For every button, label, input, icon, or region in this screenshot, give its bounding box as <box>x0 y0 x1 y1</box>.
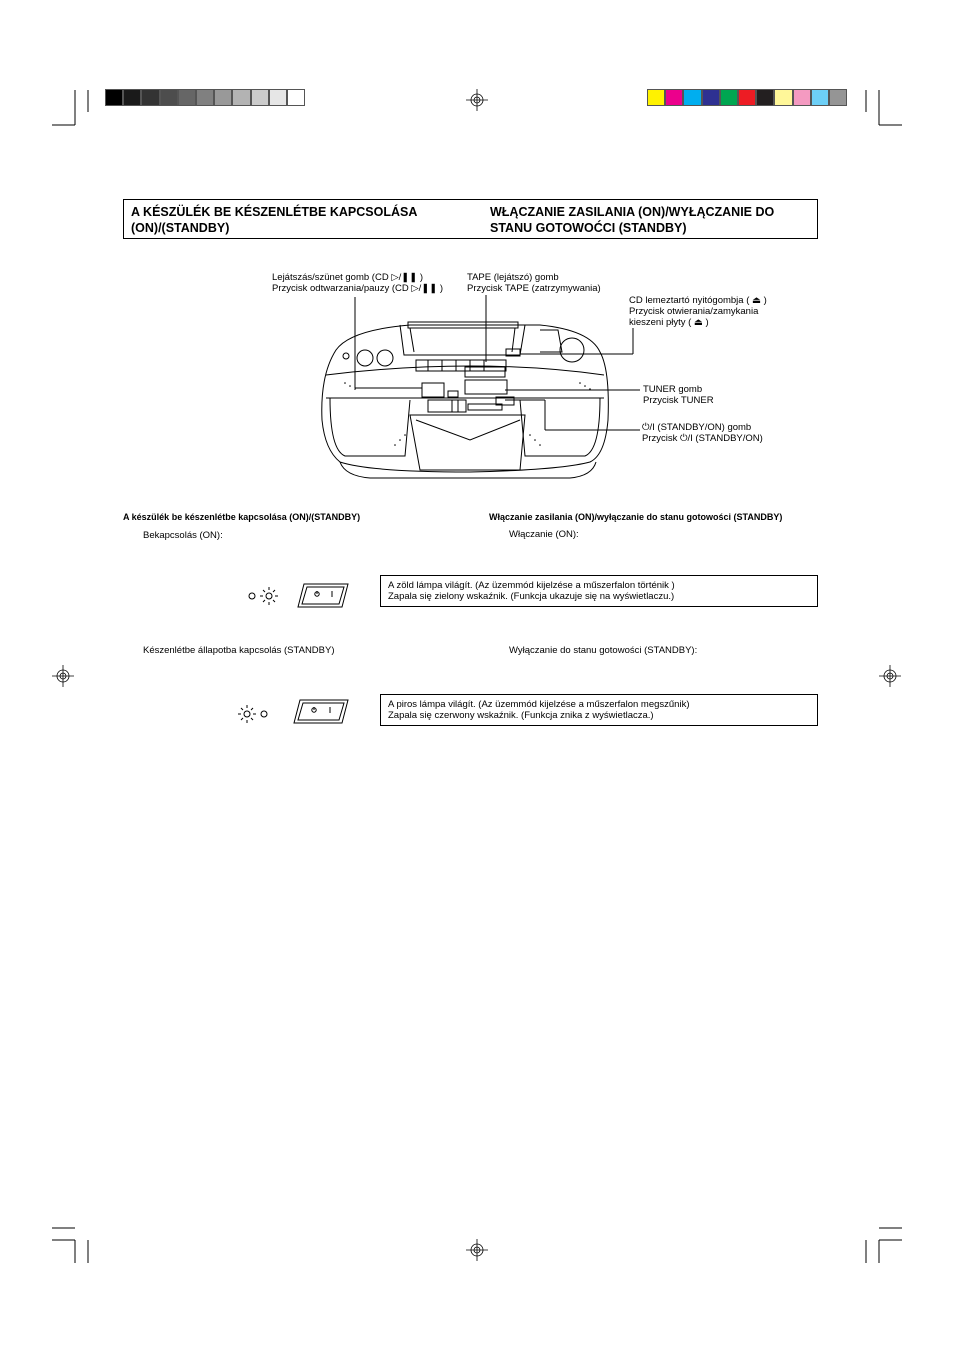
callout-play-hu: Lejátszás/szünet gomb (CD ▷/❚❚ ) <box>272 272 423 283</box>
standby-note-pl: Zapala się czerwony wskaźnik. (Funkcja znika z wyświetlacza.) <box>388 710 654 721</box>
left-standby-label: Készenlétbe állapotba kapcsolás (STANDBY) <box>143 645 335 656</box>
standby-button-icon <box>294 700 348 723</box>
on-note-hu: A zöld lámpa világít. (Az üzemmód kijelzése a műszerfalon történik ) <box>388 580 675 591</box>
speaker-dots <box>344 382 591 446</box>
title-hu-line1: A KÉSZÜLÉK BE KÉSZENLÉTBE KAPCSOLÁSA <box>131 205 418 219</box>
callout-tuner-hu: TUNER gomb <box>643 384 703 395</box>
callout-standby <box>642 422 763 444</box>
right-section-heading: Włączanie zasilania (ON)/wyłączanie do stanu gotowości (STANDBY) <box>489 512 783 522</box>
boombox-illustration <box>322 322 609 478</box>
registration-target-bottom <box>466 1239 488 1261</box>
title-hu-line2: (ON)/(STANDBY) <box>131 221 230 235</box>
red-lamp-off-icon <box>249 593 255 599</box>
callout-play-pause <box>272 272 443 294</box>
callout-cd-pl2: kieszeni płyty ( ⏏ ) <box>629 317 709 328</box>
callout-tuner <box>643 384 714 406</box>
standby-note-box <box>380 694 818 726</box>
standby-note-hu: A piros lámpa világít. (Az üzemmód kijelzése a műszerfalon megszűnik) <box>388 699 690 710</box>
red-lamp-lit-icon <box>238 705 256 723</box>
right-on-label: Włączanie (ON): <box>509 529 579 540</box>
callout-play-pl: Przycisk odtwarzania/pauzy (CD ▷/❚❚ ) <box>272 283 444 294</box>
green-lamp-lit-icon <box>260 587 278 605</box>
left-section-heading: A készülék be készenlétbe kapcsolása (ON)/(STANDBY) <box>123 512 361 522</box>
title-pl-line2: STANU GOTOWOĆCI (STANDBY) <box>490 221 687 235</box>
callout-standby-pl: Przycisk ⏻/I (STANDBY/ON) <box>642 433 763 444</box>
on-indicator-illustration <box>240 575 352 611</box>
callout-tuner-pl: Przycisk TUNER <box>643 395 714 406</box>
standby-indicator-illustration <box>232 696 352 732</box>
callout-tape-pl: Przycisk TAPE (zatrzymywania) <box>467 283 601 294</box>
on-note-pl: Zapala się zielony wskaźnik. (Funkcja ukazuje się na wyświetlaczu.) <box>388 591 675 602</box>
left-on-label: Bekapcsolás (ON): <box>143 530 223 541</box>
right-standby-label: Wyłączanie do stanu gotowości (STANDBY): <box>509 645 698 656</box>
boombox-diagram <box>0 0 954 500</box>
callout-standby-hu: ⏻/I (STANDBY/ON) gomb <box>642 422 752 433</box>
callout-tape-hu: TAPE (lejátszó) gomb <box>467 272 559 283</box>
callout-cd-hu: CD lemeztartó nyitógombja ( ⏏ ) <box>629 295 767 306</box>
callout-cd-eject <box>629 295 767 328</box>
on-note-box <box>380 575 818 607</box>
standby-on-button-icon <box>298 584 348 607</box>
callout-cd-pl1: Przycisk otwierania/zamykania <box>629 306 759 317</box>
title-pl-line1: WŁĄCZANIE ZASILANIA (ON)/WYŁĄCZANIE DO <box>490 205 775 219</box>
callout-tape <box>467 272 601 294</box>
green-lamp-off-icon <box>261 711 267 717</box>
registration-target-right <box>879 665 901 687</box>
registration-target-left <box>52 665 74 687</box>
